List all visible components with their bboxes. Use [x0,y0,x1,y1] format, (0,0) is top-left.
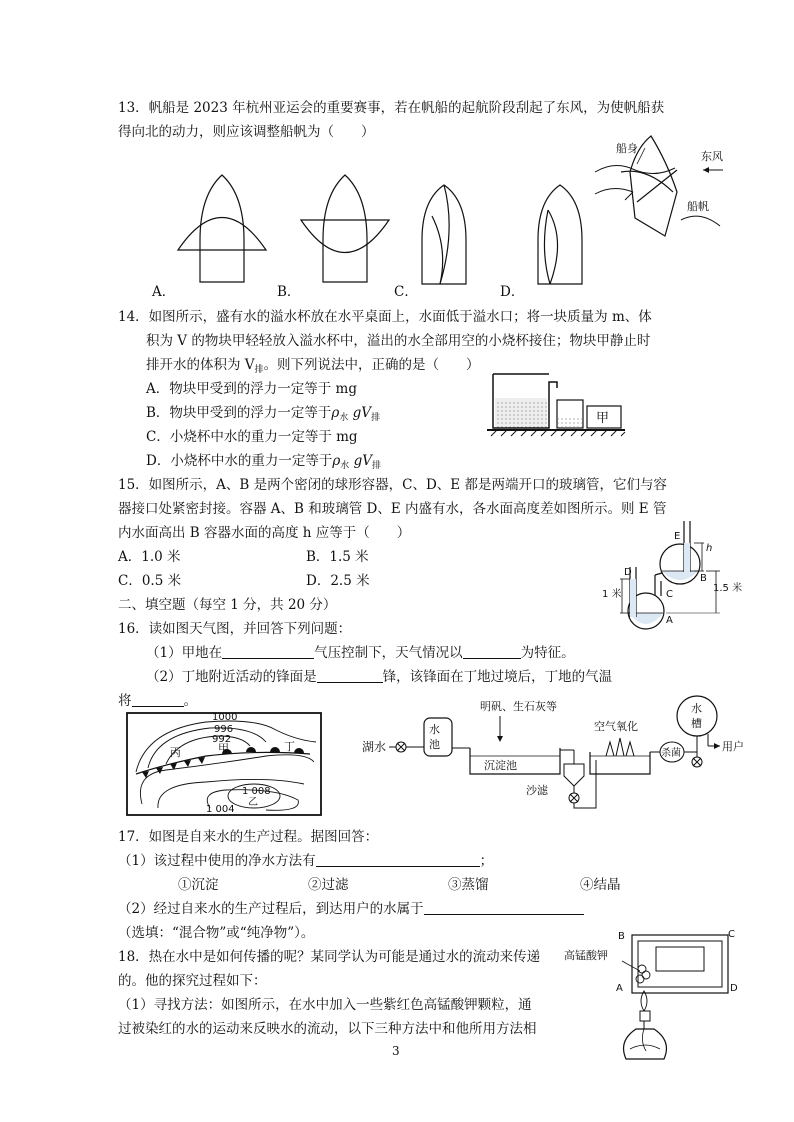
q14-line2: 积为 V 的物块甲轻轻放入溢水杯中，溢出的水全部用空的小烧杯接住；物块甲静止时 [146,333,651,349]
q17-line4: （2）经过自来水的生产过程后，到达用户的水属于 [118,898,584,920]
q15-fig-d-label: D [624,567,632,578]
q16-line3: （2）丁地附近活动的锋面是 锋，该锋面在丁地过境后，丁地的气温 [146,669,613,685]
q18-line2: 的。他的探究过程如下： [118,973,267,989]
q17-line5: （选填：“混合物”或“纯净物”）。 [118,925,315,941]
map-isobar-1004: 1 004 [206,804,235,815]
map-isobar-1000: 1000 [212,712,238,723]
flow-additives-label: 明矾、生石灰等 [480,700,557,713]
q18-fig-b-label: B [618,931,625,942]
q18-line1: 18．热在水中是如何传播的呢？某同学认为可能是通过水的流动来传递 [118,949,541,965]
map-label-yi: 乙 [248,797,258,808]
map-label-jia: 甲 [218,742,229,755]
q13-option-a-figure [170,170,270,285]
q16-line4: 将 。 [118,693,197,709]
q15-fig-1-5m-label: 1.5 米 [713,583,743,594]
q18-line3: （1）寻找方法：如图所示，在水中加入一些紫红色高锰酸钾颗粒，通 [118,997,532,1013]
q13-line2: 得向北的动力，则应该调整船帆为（ ） [118,124,375,140]
q15-fig-b-label: B [700,573,707,584]
q17-opt-1: ①沉淀 [178,877,219,893]
q17-opt-2: ②过滤 [308,877,349,893]
q14-line3: 排开水的体积为 $V_排$。则下列说法中，正确的是（ ） [146,357,480,375]
flow-settle-label: 沉淀池 [484,759,517,772]
q15-fig-1m-label: 1 米 [602,589,622,600]
q13-fig-hull-label: 船身 [616,142,638,155]
q15-line2: 器接口处紧密封接。容器 A、B 和玻璃管 D、E 内盛有水，各水面高度差如图所示。则 E 管 [118,501,667,517]
q17-line1: 17．如图是自来水的生产过程。据图回答： [118,829,379,845]
q18-fig-kmno4-label: 高锰酸钾 [564,949,608,962]
q15-fig-e-label: E [674,531,681,542]
map-isobar-1008: 1 008 [242,786,271,797]
q15-container-figure [600,517,750,627]
q15-fig-a-label: A [666,615,673,626]
q18-fig-a-label: A [616,983,623,994]
section-2-heading: 二、填空题（每空 1 分，共 20 分） [118,597,337,613]
q13-option-a-label: A． [152,284,176,300]
q18-convection-figure [560,925,745,1075]
map-isobar-996: 996 [214,724,234,735]
flow-pool-label-2: 池 [429,738,440,751]
q18-fig-c-label: C [728,929,735,940]
q13-reference-figure [585,132,735,242]
q13-fig-wind-label: 东风 [701,150,723,163]
q15-option-a: A．1.0 米 [118,549,181,565]
q13-fig-sail-label: 船帆 [687,200,709,213]
flow-oxidize-label: 空气氧化 [594,720,638,733]
q15-option-b: B．1.5 米 [306,549,369,565]
q14-line1: 14．如图所示，盛有水的溢水杯放在水平桌面上，水面低于溢水口；将一块质量为 m、体 [118,309,652,325]
flow-tank-label-2: 槽 [691,717,702,730]
flow-pool-label-1: 水 [429,723,440,736]
flow-user-label: 用户 [722,740,744,753]
q17-opt-4: ④结晶 [580,877,621,893]
q13-option-c-figure [412,180,482,288]
q13-option-c-label: C． [394,284,418,300]
q15-fig-c-label: C [666,589,673,600]
q14-option-b: B．物块甲受到的浮力一定等于$\rho_水$ $gV_排$ [146,405,381,423]
flow-tank-label-1: 水 [691,702,702,715]
q15-fig-h-label: h [706,543,713,554]
q16-line2: （1）甲地在 气压控制下，天气情况以 为特征。 [146,645,575,661]
map-isobar-992: 992 [212,734,232,745]
q14-option-a: A．物块甲受到的浮力一定等于 mg [146,381,357,397]
q14-fig-block-label: 甲 [596,411,610,426]
q17-water-treatment-diagram [360,690,755,810]
q15-option-c: C．0.5 米 [118,573,182,589]
q14-overflow-cup-figure [485,370,630,445]
q13-option-b-figure [295,170,395,285]
q17-opt-3: ③蒸馏 [448,877,489,893]
q15-option-d: D．2.5 米 [306,573,370,589]
flow-lake-label: 湖水 [362,740,387,754]
q13-option-b-label: B． [277,284,301,300]
q14-option-d: D．小烧杯中水的重力一定等于$\rho_水$ $gV_排$ [146,453,381,471]
q17-line2: （1）该过程中使用的净水方法有 ； [118,853,494,869]
q15-line1: 15．如图所示，A、B 是两个密闭的球形容器，C、D、E 都是两端开口的玻璃管，它们与容 [118,477,667,493]
q13-line1: 13．帆船是 2023 年杭州亚运会的重要赛事，若在帆船的起航阶段刮起了东风，为使帆船获 [118,100,665,116]
q16-line1: 16．读如图天气图，并回答下列问题： [118,621,352,637]
flow-sand-label: 沙滤 [526,784,548,797]
q14-option-c: C．小烧杯中水的重力一定等于 mg [146,429,358,445]
map-label-bing: 丙 [170,746,181,759]
q15-line3: 内水面高出 B 容器水面的高度 h 应等于（ ） [118,525,411,541]
q18-line4: 过被染红的水的运动来反映水的流动，以下三种方法中和他所用方法相 [118,1021,537,1037]
q13-option-d-label: D． [500,284,525,300]
page-number: 3 [392,1044,400,1058]
map-label-ding: 丁 [284,740,295,753]
q18-fig-d-label: D [730,983,738,994]
q16-weather-map [126,712,322,816]
flow-sterilize-label: 杀菌 [661,748,681,759]
